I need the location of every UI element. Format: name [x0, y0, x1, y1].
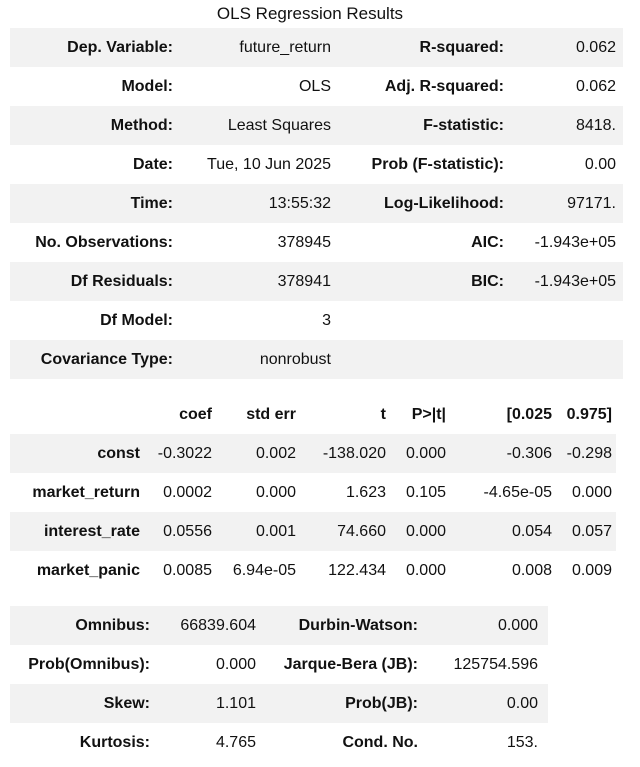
cell: -138.020 [300, 434, 390, 473]
cell: 0.002 [216, 434, 300, 473]
diagnostic-value: 153. [506, 733, 538, 751]
table-header-row [10, 395, 616, 434]
summary-label: BIC: [336, 262, 512, 301]
cell: -0.3022 [148, 434, 216, 473]
summary-label: AIC: [471, 233, 504, 251]
summary-label [336, 340, 512, 379]
table-row [10, 551, 616, 590]
variable-name: const [10, 434, 148, 473]
diagnostic-label: Prob(Omnibus): [28, 655, 150, 673]
table-row [10, 473, 616, 512]
column-header: [0.025 [506, 405, 552, 423]
column-header: coef [179, 405, 212, 423]
summary-value: Least Squares [181, 106, 336, 145]
cell: 1.623 [345, 483, 386, 501]
cell: 0.008 [511, 561, 552, 579]
diagnostic-value: 0.000 [215, 655, 256, 673]
summary-label: Dep. Variable: [10, 28, 181, 67]
cell: 0.0556 [148, 512, 216, 551]
summary-label: F-statistic: [336, 106, 512, 145]
diagnostic-value: 4.765 [215, 733, 256, 751]
diagnostic-label: Kurtosis: [79, 733, 150, 751]
table-row [10, 28, 623, 67]
summary-value: nonrobust [181, 340, 336, 379]
summary-label: Covariance Type: [10, 340, 181, 379]
table-row [10, 223, 623, 262]
coefficient-table [10, 395, 616, 590]
table-row [10, 723, 548, 762]
table-row [10, 106, 623, 145]
diagnostic-value: 0.00 [426, 684, 548, 723]
column-header: t [380, 405, 386, 423]
summary-label: Adj. R-squared: [384, 77, 504, 95]
column-header: P>|t| [411, 405, 446, 423]
table-row [10, 434, 616, 473]
diagnostic-value: 1.101 [158, 684, 262, 723]
cell: -0.298 [556, 434, 616, 473]
cell: 0.057 [556, 512, 616, 551]
summary-label: R-squared: [336, 28, 512, 67]
variable-name: market_return [32, 483, 140, 501]
diagnostic-value: 125754.596 [453, 655, 538, 673]
summary-label: Date: [132, 155, 173, 173]
table-row [10, 645, 548, 684]
cell: -0.306 [450, 434, 556, 473]
diagnostic-label: Durbin-Watson: [262, 606, 426, 645]
cell: 6.94e-05 [232, 561, 296, 579]
summary-label: Model: [121, 77, 173, 95]
column-header [10, 395, 148, 434]
table-row [10, 340, 623, 379]
diagnostic-label: Skew: [10, 684, 158, 723]
summary-value [512, 340, 623, 379]
cell: 0.000 [390, 434, 450, 473]
table-row [10, 145, 623, 184]
variable-name: market_panic [36, 561, 140, 579]
cell: -4.65e-05 [483, 483, 552, 501]
summary-value: -1.943e+05 [512, 262, 623, 301]
summary-value: 13:55:32 [181, 184, 336, 223]
cell: 74.660 [300, 512, 390, 551]
variable-name: interest_rate [10, 512, 148, 551]
cell: 0.000 [571, 483, 612, 501]
cell: 0.000 [390, 512, 450, 551]
summary-label: Log-Likelihood: [336, 184, 512, 223]
cell: 0.0085 [163, 561, 212, 579]
model-summary-table [10, 28, 623, 379]
diagnostic-label: Cond. No. [342, 733, 418, 751]
summary-value: 3 [322, 311, 331, 329]
cell: 0.054 [450, 512, 556, 551]
summary-value: 0.062 [512, 28, 623, 67]
cell: 122.434 [328, 561, 386, 579]
diagnostic-label: Omnibus: [10, 606, 158, 645]
cell: 0.105 [405, 483, 446, 501]
diagnostic-label: Prob(JB): [262, 684, 426, 723]
summary-label: Prob (F-statistic): [371, 155, 504, 173]
cell: 0.000 [405, 561, 446, 579]
summary-value: Tue, 10 Jun 2025 [207, 155, 331, 173]
summary-label: Method: [10, 106, 181, 145]
summary-label: Df Residuals: [10, 262, 181, 301]
summary-value [512, 301, 623, 340]
table-row [10, 606, 548, 645]
table-row [10, 301, 623, 340]
table-row [10, 67, 623, 106]
diagnostic-value: 66839.604 [158, 606, 262, 645]
summary-label: Df Model: [100, 311, 173, 329]
table-row [10, 184, 623, 223]
summary-value: 378941 [181, 262, 336, 301]
cell: 0.0002 [163, 483, 212, 501]
table-row [10, 684, 548, 723]
summary-value: 378945 [277, 233, 331, 251]
cell: 0.009 [571, 561, 612, 579]
summary-label [336, 301, 512, 340]
column-header: std err [246, 405, 296, 423]
diagnostic-value: 0.000 [426, 606, 548, 645]
diagnostic-label: Jarque-Bera (JB): [283, 655, 418, 673]
summary-value: 0.00 [584, 155, 616, 173]
diagnostics-table [10, 606, 548, 762]
cell: 0.000 [255, 483, 296, 501]
summary-value: OLS [298, 77, 331, 95]
table-caption: OLS Regression Results [216, 4, 404, 23]
summary-value: future_return [181, 28, 336, 67]
cell: 0.001 [216, 512, 300, 551]
table-row [10, 512, 616, 551]
summary-label: Time: [10, 184, 181, 223]
summary-value: 8418. [512, 106, 623, 145]
summary-label: No. Observations: [35, 233, 173, 251]
summary-value: 0.062 [575, 77, 616, 95]
summary-value: 97171. [512, 184, 623, 223]
summary-value: -1.943e+05 [534, 233, 616, 251]
column-header: 0.975] [566, 405, 612, 423]
table-row [10, 262, 623, 301]
